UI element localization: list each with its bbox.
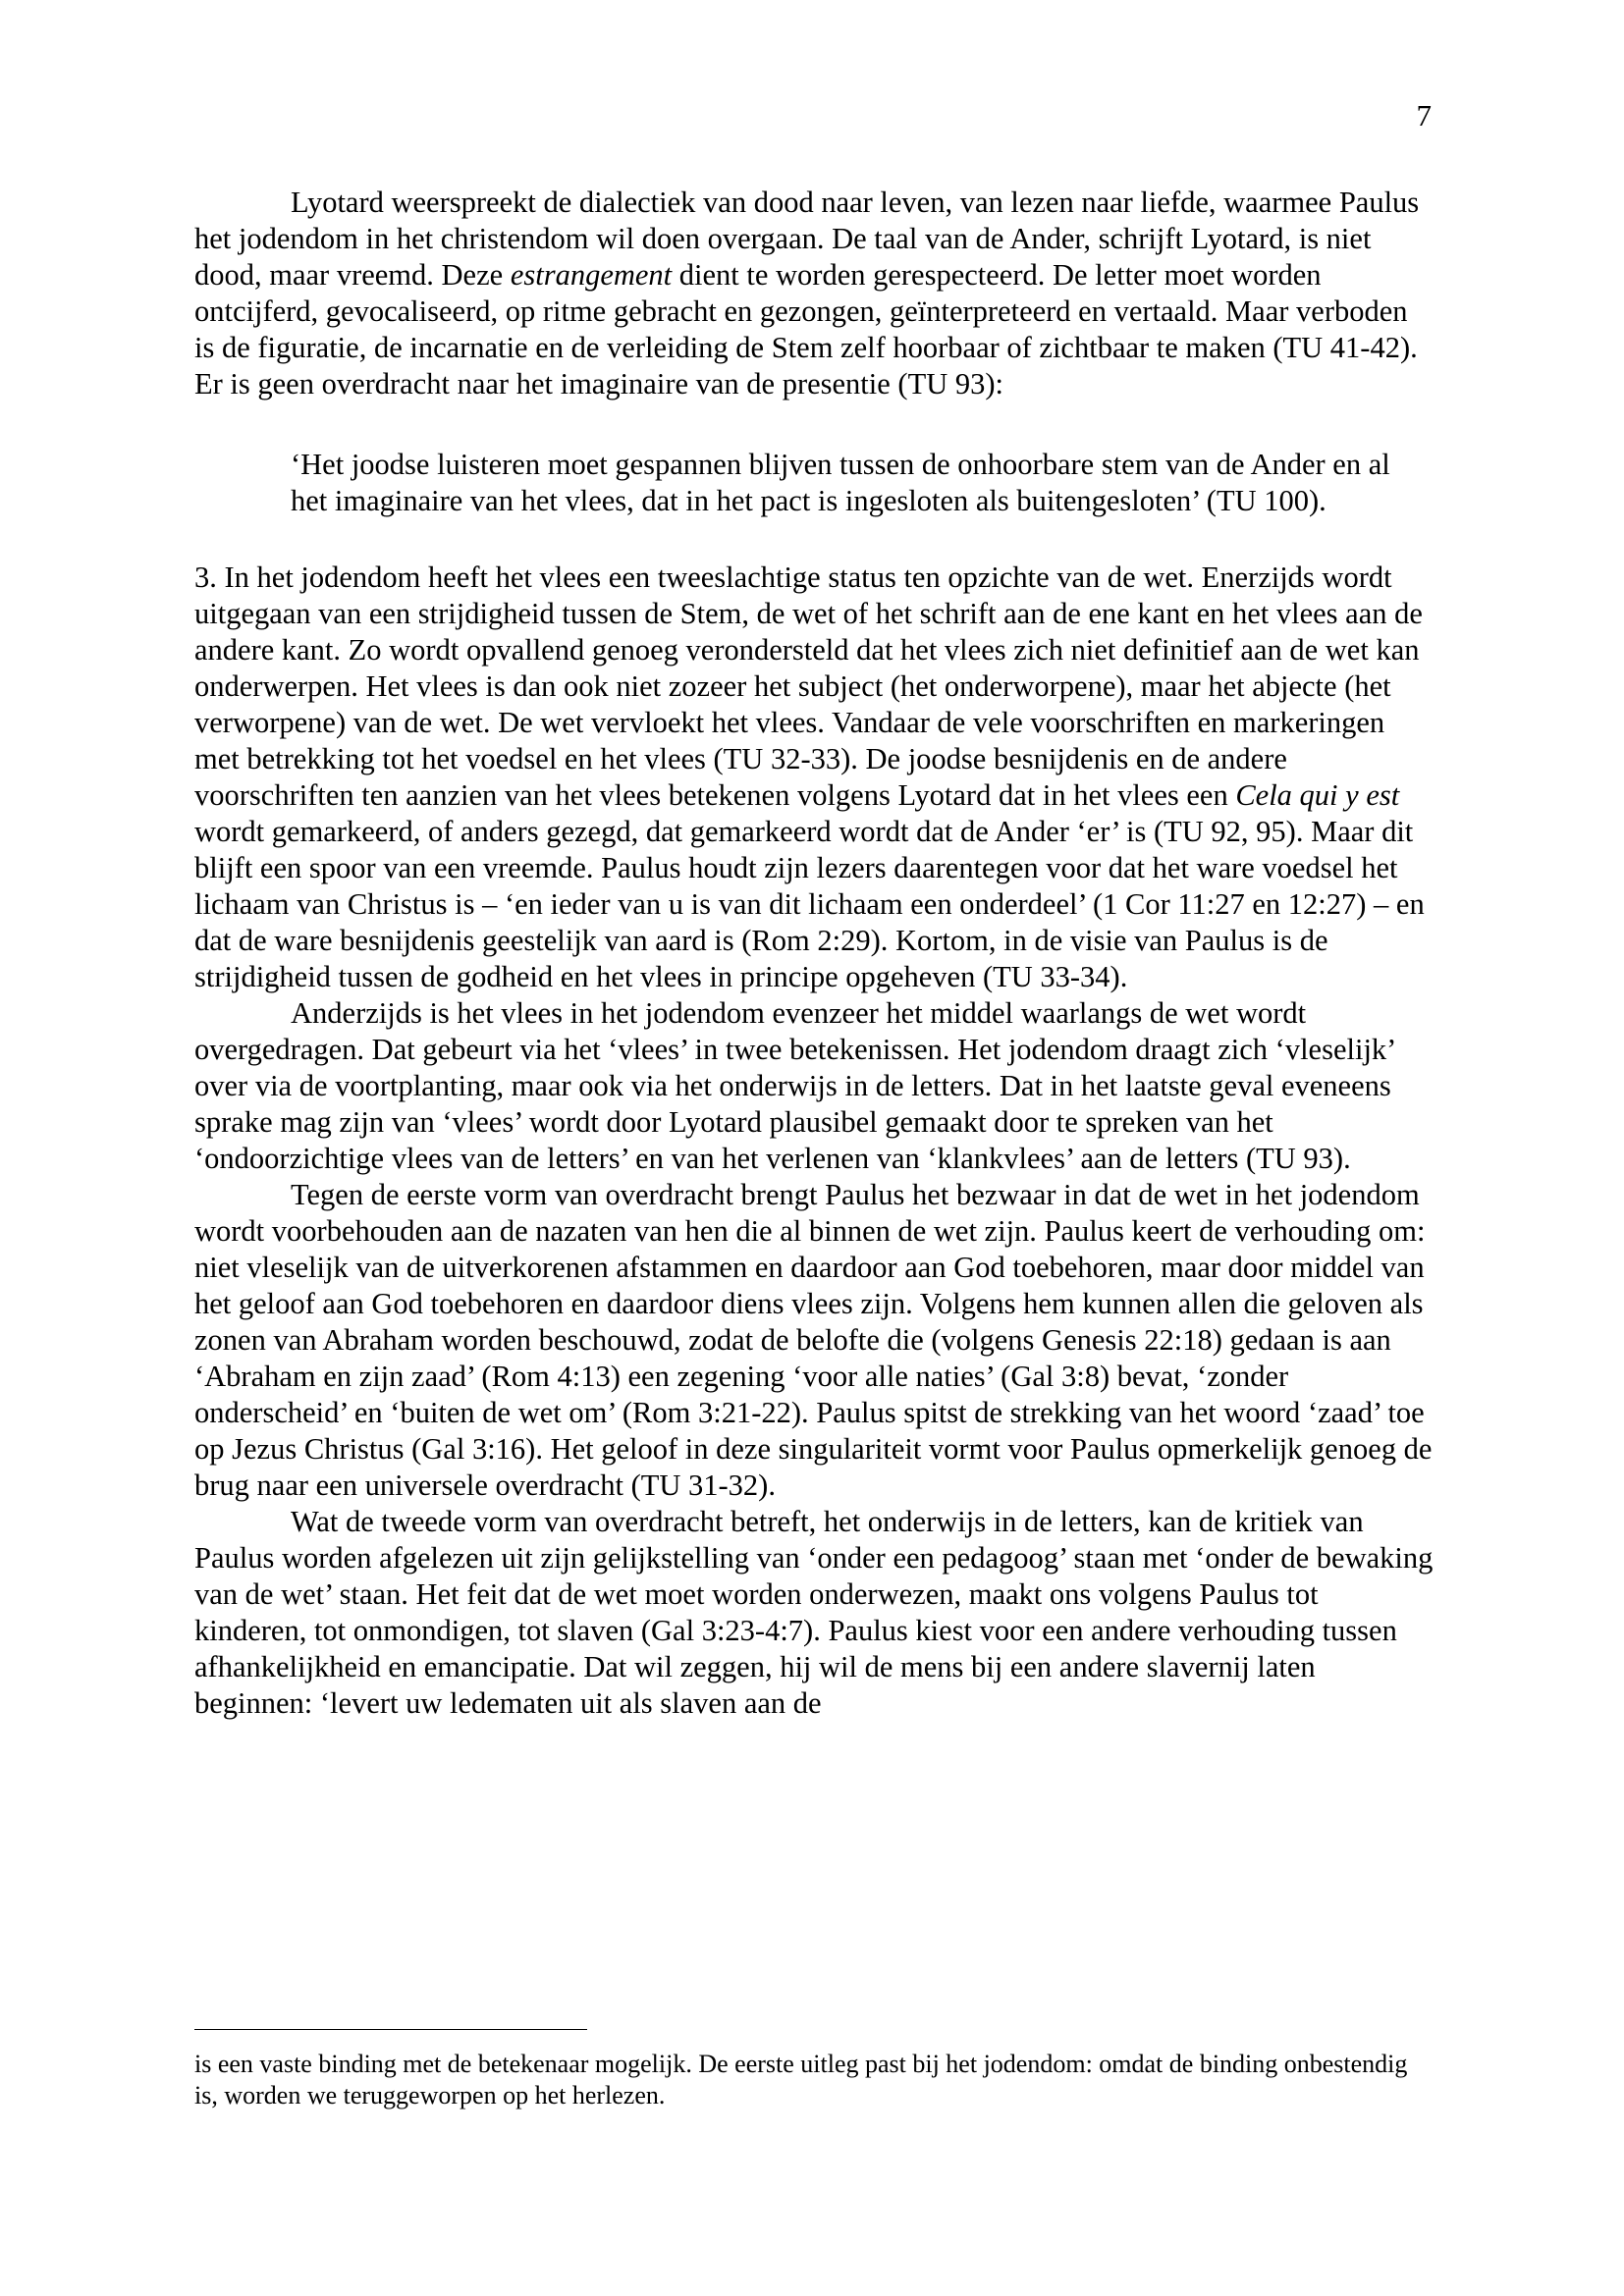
- paragraph-text: dient te worden gerespecteerd. De letter moet worden ontcijferd, gevocaliseerd, op ritme gebracht en gezongen, geïnterpreteerd en vertaald. Maar verboden is de figuratie, de incarnatie en de verleiding de Stem zelf hoorbaar of zichtbaar te maken (TU 41-42). Er is geen overdracht naar het imaginaire van de presentie (TU 93):: [194, 258, 1418, 400]
- body-text: [194, 185, 1434, 1722]
- footnote: is een vaste binding met de betekenaar mogelijk. De eerste uitleg past bij het jodendom: omdat de binding onbestendig is, worden we teruggeworpen op het herlezen.: [194, 2050, 1408, 2109]
- footnote-separator: [194, 2029, 587, 2030]
- paragraph-eerste-vorm: Tegen de eerste vorm van overdracht brengt Paulus het bezwaar in dat de wet in het jodendom wordt voorbehouden aan de nazaten van hen die al binnen de wet zijn. Paulus keert de verhouding om: niet vleselijk van de uitverkorenen afstammen en daardoor aan God toebehoren, maar door middel van het geloof aan God toebehoren en daardoor diens vlees zijn. Volgens hem kunnen allen die geloven als zonen van Abraham worden beschouwd, zodat de belofte die (volgens Genesis 22:18) gedaan is aan ‘Abraham en zijn zaad’ (Rom 4:13) een zegening ‘voor alle naties’ (Gal 3:8) bevat, ‘zonder onderscheid’ en ‘buiten de wet om’ (Rom 3:21-22). Paulus spitst de strekking van het woord ‘zaad’ toe op Jezus Christus (Gal 3:16). Het geloof in deze singulariteit vormt voor Paulus opmerkelijk genoeg de brug naar een universele overdracht (TU 31-32).: [194, 1178, 1433, 1502]
- block-quote: ‘Het joodse luisteren moet gespannen blijven tussen de onhoorbare stem van de Ander en al het imaginaire van het vlees, dat in het pact is ingesloten als buitengesloten’ (TU 100).: [291, 448, 1390, 517]
- page-number: 7: [1416, 98, 1432, 133]
- paragraph-anderzijds: Anderzijds is het vlees in het jodendom evenzeer het middel waarlangs de wet wordt overgedragen. Dat gebeurt via het ‘vlees’ in twee betekenissen. Het jodendom draagt zich ‘vleselijk’ over via de voortplanting, maar ook via het onderwijs in de letters. Dat in het laatste geval eveneens sprake mag zijn van ‘vlees’ wordt door Lyotard plausibel gemaakt door te spreken van het ‘ondoorzichtige vlees van de letters’ en van het verlenen van ‘klankvlees’ aan de letters (TU 93).: [194, 996, 1395, 1175]
- paragraph-text: 3. In het jodendom heeft het vlees een tweeslachtige status ten opzichte van de wet. Enerzijds wordt uitgegaan van een strijdigheid tussen de Stem, de wet of het schrift aan de ene kant en het vlees aan de andere kant. Zo wordt opvallend genoeg verondersteld dat het vlees zich niet definitief aan de wet kan onderwerpen. Het vlees is dan ook niet zozeer het subject (het onderworpene), maar het abjecte (het verworpene) van de wet. De wet vervloekt het vlees. Vandaar de vele voorschriften en markeringen met betrekking tot het voedsel en het vlees (TU 32-33). De joodse besnijdenis en de andere voorschriften ten aanzien van het vlees betekenen volgens Lyotard dat in het vlees een: [194, 561, 1423, 812]
- paragraph-section-3: [194, 560, 1434, 995]
- italic-term: estrangement: [510, 258, 673, 292]
- italic-term: Cela qui y est: [1235, 778, 1400, 812]
- paragraph-text: Lyotard weerspreekt de dialectiek van dood naar leven, van lezen naar liefde, waarmee Paulus het jodendom in het christendom wil doen overgaan. De taal van de Ander, schrijft Lyotard, is niet dood, maar vreemd. Deze: [194, 186, 1420, 292]
- paragraph-text: wordt gemarkeerd, of anders gezegd, dat gemarkeerd wordt dat de Ander ‘er’ is (TU 92, 95). Maar dit blijft een spoor van een vreemde. Paulus houdt zijn lezers daarentegen voor dat het ware voedsel het lichaam van Christus is – ‘en ieder van u is van dit lichaam een onderdeel’ (1 Cor 11:27 en 12:27) – en dat de ware besnijdenis geestelijk van aard is (Rom 2:29). Kortom, in de visie van Paulus is de strijdigheid tussen de godheid en het vlees in principe opgeheven (TU 33-34).: [194, 815, 1425, 993]
- paragraph-tweede-vorm: Wat de tweede vorm van overdracht betreft, het onderwijs in de letters, kan de kritiek van Paulus worden afgelezen uit zijn gelijkstelling van ‘onder een pedagoog’ staan met ‘onder de bewaking van de wet’ staan. Het feit dat de wet moet worden onderwezen, maakt ons volgens Paulus tot kinderen, tot onmondigen, tot slaven (Gal 3:23-4:7). Paulus kiest voor een andere verhouding tussen afhankelijkheid en emancipatie. Dat wil zeggen, hij wil de mens bij een andere slavernij laten beginnen: ‘levert uw ledematen uit als slaven aan de: [194, 1505, 1434, 1720]
- paragraph-lyotard-dialectic: [194, 185, 1434, 402]
